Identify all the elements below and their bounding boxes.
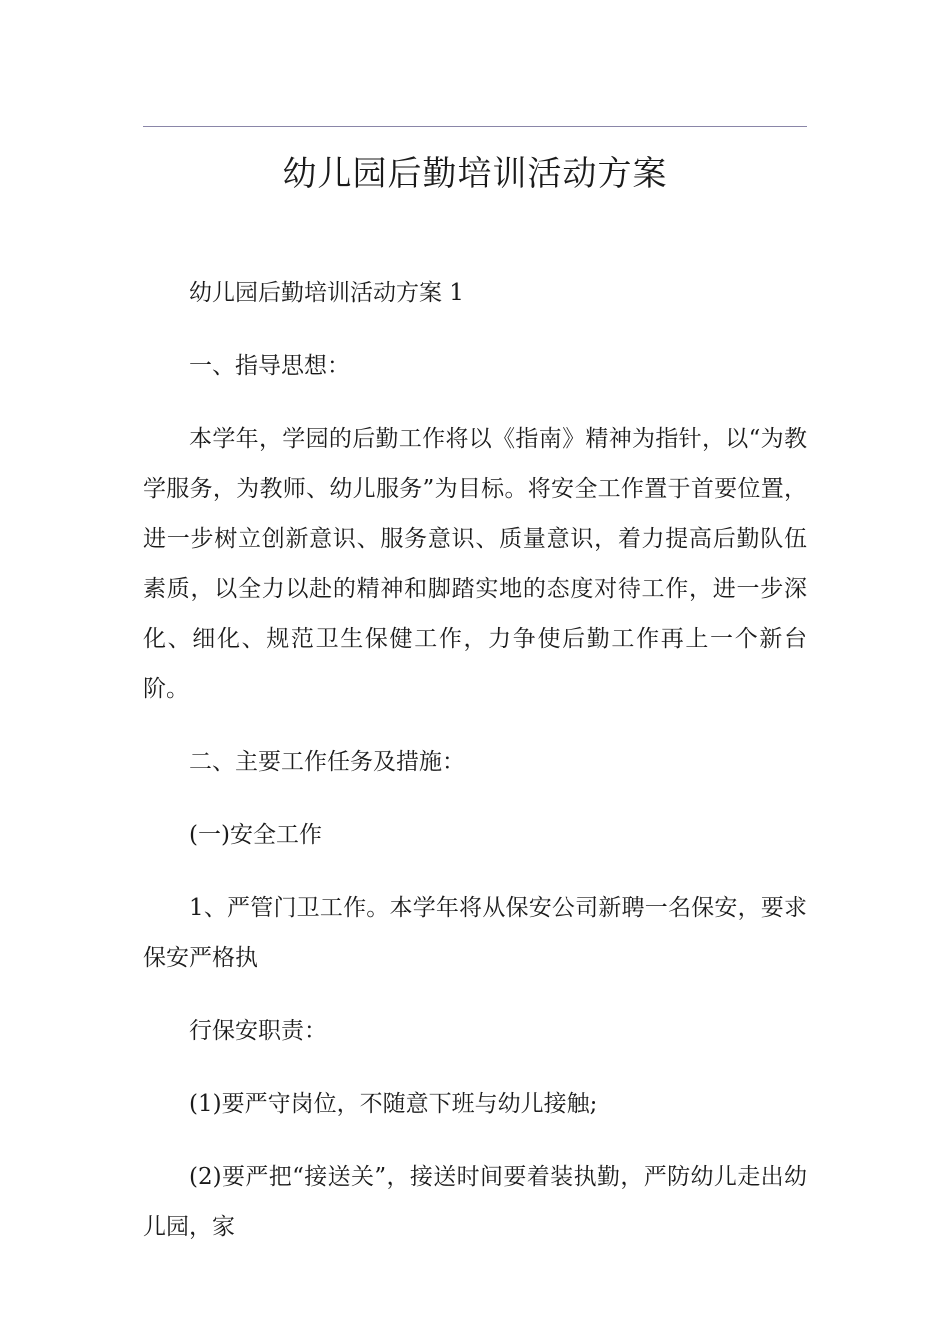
subsection-heading-safety: (一)安全工作 (189, 822, 322, 848)
section-heading-plan-1: 幼儿园后勤培训活动方案 1 (189, 280, 464, 306)
body-paragraph-guard-duties: 行保安职责： (189, 1018, 327, 1044)
section-heading-guiding-thought: 一、指导思想： (189, 353, 350, 379)
document-body (143, 268, 807, 1252)
document-title: 幼儿园后勤培训活动方案 (282, 154, 668, 194)
list-item-2: (2)要严把“接送关”，接送时间要着装执勤，严防幼儿走出幼儿园，家 (143, 1164, 807, 1240)
body-paragraph-guiding-thought: 本学年，学园的后勤工作将以《指南》精神为指针，以“为教学服务，为教师、幼儿服务”为目标。将安全工作置于首要位置，进一步树立创新意识、服务意识、质量意识，着力提高后勤队伍素质，以全力以赴的精神和脚踏实地的态度对待工作，进一步深化、细化、规范卫生保健工作，力争使后勤工作再上一个新台阶。 (143, 426, 807, 702)
header-rule (143, 126, 807, 127)
section-heading-main-tasks: 二、主要工作任务及措施： (189, 749, 465, 775)
body-paragraph-gate-duty: 1、严管门卫工作。本学年将从保安公司新聘一名保安，要求保安严格执 (143, 895, 807, 971)
list-item-1: (1)要严守岗位，不随意下班与幼儿接触; (189, 1091, 598, 1117)
